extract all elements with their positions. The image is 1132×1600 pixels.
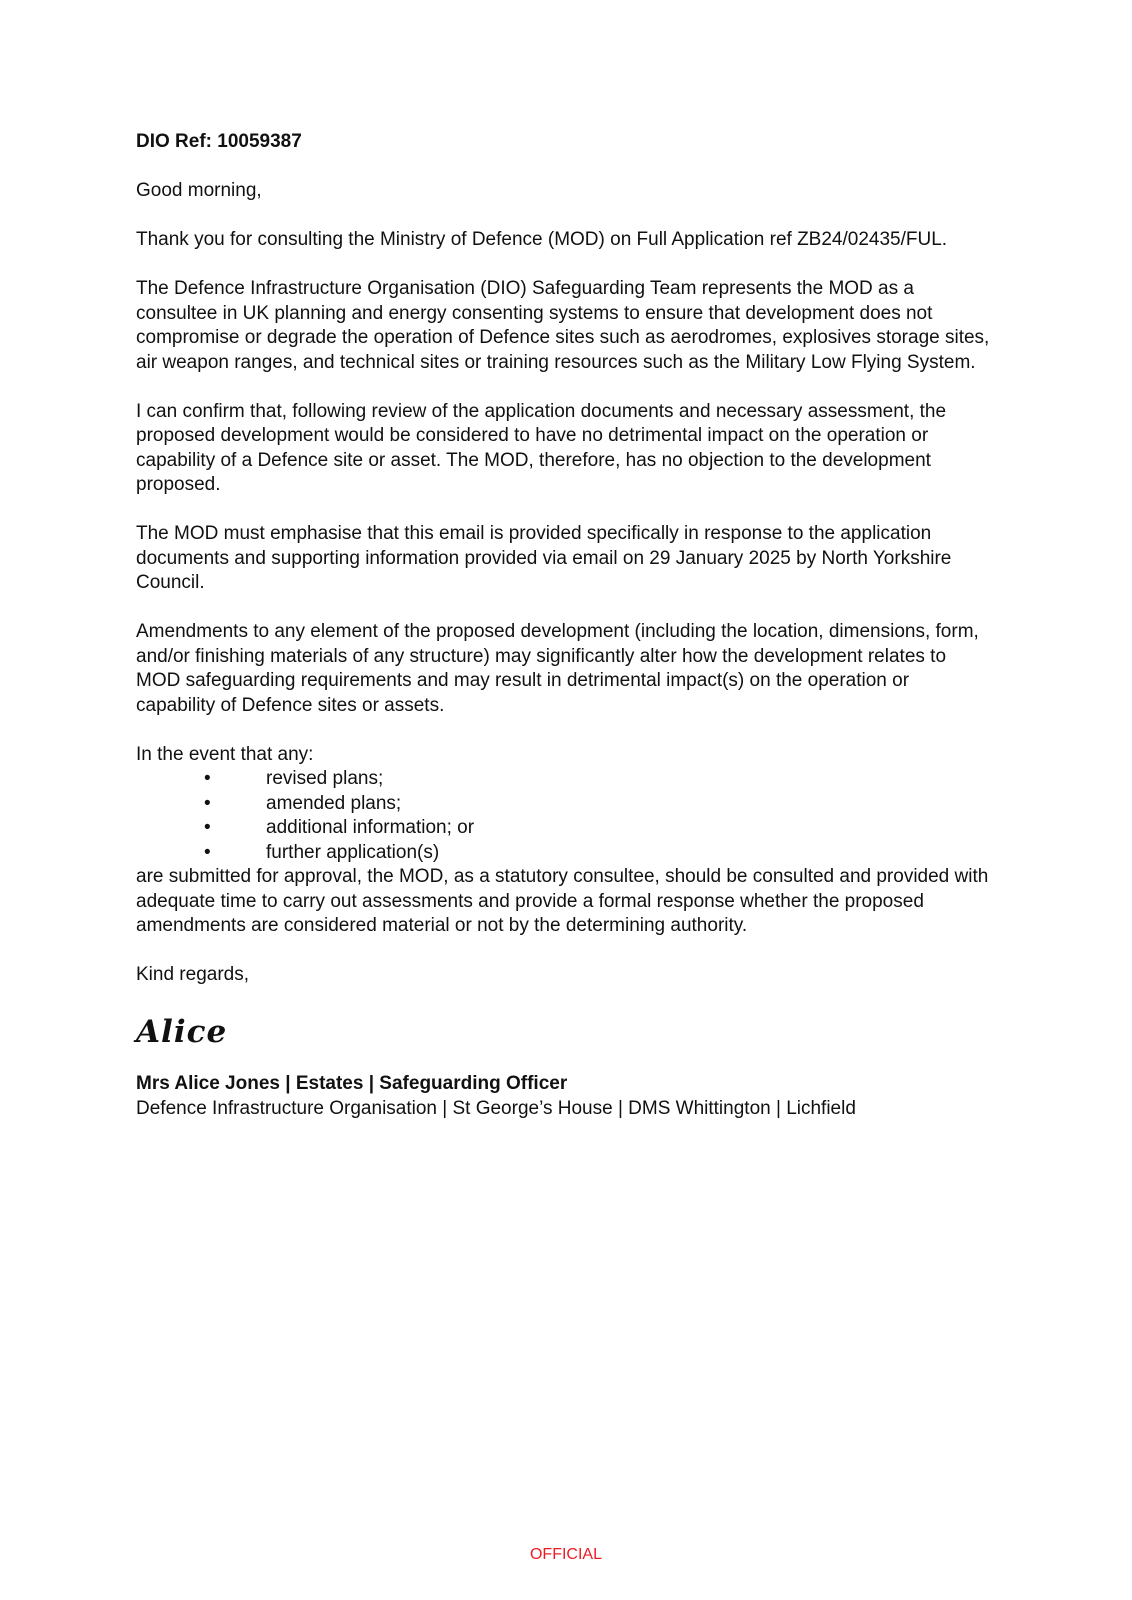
list-item xyxy=(136,767,992,792)
paragraph-statutory-consultee: are submitted for approval, the MOD, as a statutory consultee, should be consulted and provided with adequate time to carry out assessments and provide a formal response whether the proposed amendments are considered material or not by the determining authority. xyxy=(136,866,989,936)
list-item xyxy=(136,792,992,817)
paragraph-email-scope: The MOD must emphasise that this email is provided specifically in response to the application documents and supporting information provided via email on 29 January 2025 by North Yorkshire Council. xyxy=(136,523,952,593)
footer-official: OFFICIAL xyxy=(529,1546,602,1563)
dio-ref: DIO Ref: 10059387 xyxy=(136,131,302,152)
list-item xyxy=(136,816,992,841)
signoff-name: Mrs Alice Jones | Estates | Safeguarding Officer xyxy=(136,1073,568,1094)
bullet-icon: • xyxy=(204,792,211,814)
list-intro: In the event that any: xyxy=(136,743,314,765)
closing: Kind regards, xyxy=(136,964,250,985)
paragraph-dio-role: The Defence Infrastructure Organisation (DIO) Safeguarding Team represents the MOD as a consultee in UK planning and energy consenting systems to ensure that development does not compromise or degrade the operation of Defence sites such as aerodromes, explosives storage sites, air weapon ranges, and technical sites or training resources such as the Military Low Flying System. xyxy=(136,278,990,373)
bullet-icon: • xyxy=(204,768,211,789)
handwritten-signature: Alice xyxy=(136,1014,228,1050)
paragraph-consulting: Thank you for consulting the Ministry of Defence (MOD) on Full Application ref ZB24/02435/FUL. xyxy=(136,229,948,250)
list-item xyxy=(136,841,992,866)
paragraph-no-objection: I can confirm that, following review of the application documents and necessary assessment, the proposed development would be considered to have no detrimental impact on the operation or capability of a Defence site or asset. The MOD, therefore, has no objection to the development proposed. xyxy=(136,400,947,495)
bullet-icon: • xyxy=(204,817,211,838)
bullet-text: revised plans; xyxy=(266,768,384,789)
bullet-text: further application(s) xyxy=(266,841,440,863)
bullet-icon: • xyxy=(204,841,211,863)
bullet-text: additional information; or xyxy=(266,817,475,838)
bullet-text: amended plans; xyxy=(266,792,402,814)
bullet-list xyxy=(136,767,992,865)
greeting: Good morning, xyxy=(136,180,262,201)
signoff-organisation: Defence Infrastructure Organisation | St George’s House | DMS Whittington | Lichfield xyxy=(136,1097,856,1119)
paragraph-amendments: Amendments to any element of the proposed development (including the location, dimensions, form, and/or finishing materials of any structure) may significantly alter how the development relates to MOD safeguarding requirements and may result in detrimental impact(s) on the operation or capability of Defence sites or assets. xyxy=(136,621,979,716)
